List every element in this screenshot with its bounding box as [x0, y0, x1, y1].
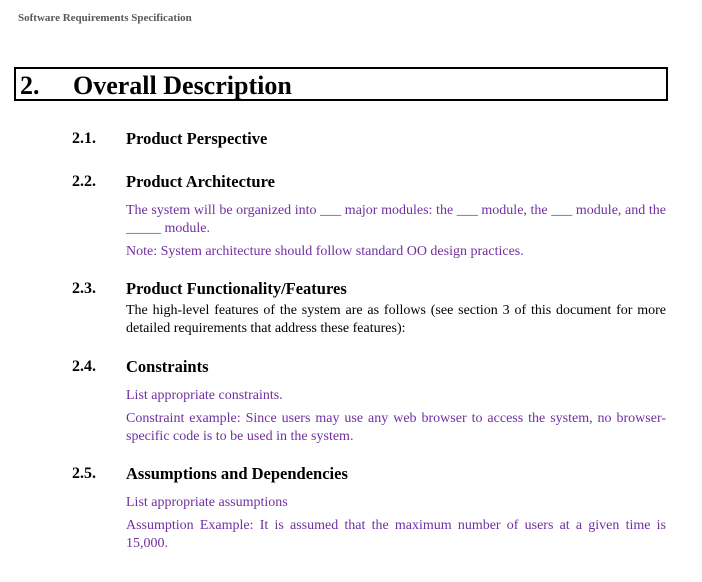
running-header: Software Requirements Specification [18, 12, 192, 24]
architecture-note: Note: System architecture should follow standard OO design practices. [126, 244, 524, 259]
constraints-instruction: List appropriate constraints. [126, 388, 283, 403]
chapter-title: Overall Description [73, 71, 292, 100]
functionality-description: The high-level features of the system are as follows (see section 3 of this document for more detailed requirements that address these features): [126, 303, 666, 336]
section-number: 2.2. [72, 173, 96, 190]
assumptions-example: Assumption Example: It is assumed that the maximum number of users at a given time is 15,000. [126, 518, 666, 551]
section-title: Constraints [126, 357, 209, 376]
section-title: Product Perspective [126, 129, 268, 148]
chapter-number: 2. [20, 71, 40, 100]
section-title: Product Architecture [126, 172, 275, 191]
section-number: 2.4. [72, 358, 96, 375]
architecture-description: The system will be organized into ___ major modules: the ___ module, the ___ module, and the _____ module. [126, 203, 666, 236]
constraints-example: Constraint example: Since users may use any web browser to access the system, no browser-specific code is to be used in the system. [126, 411, 666, 444]
chapter-heading [14, 67, 668, 101]
section-number: 2.5. [72, 465, 96, 482]
section-number: 2.1. [72, 130, 96, 147]
section-title: Product Functionality/Features [126, 279, 347, 298]
section-number: 2.3. [72, 280, 96, 297]
section-title: Assumptions and Dependencies [126, 464, 348, 483]
assumptions-instruction: List appropriate assumptions [126, 495, 288, 510]
